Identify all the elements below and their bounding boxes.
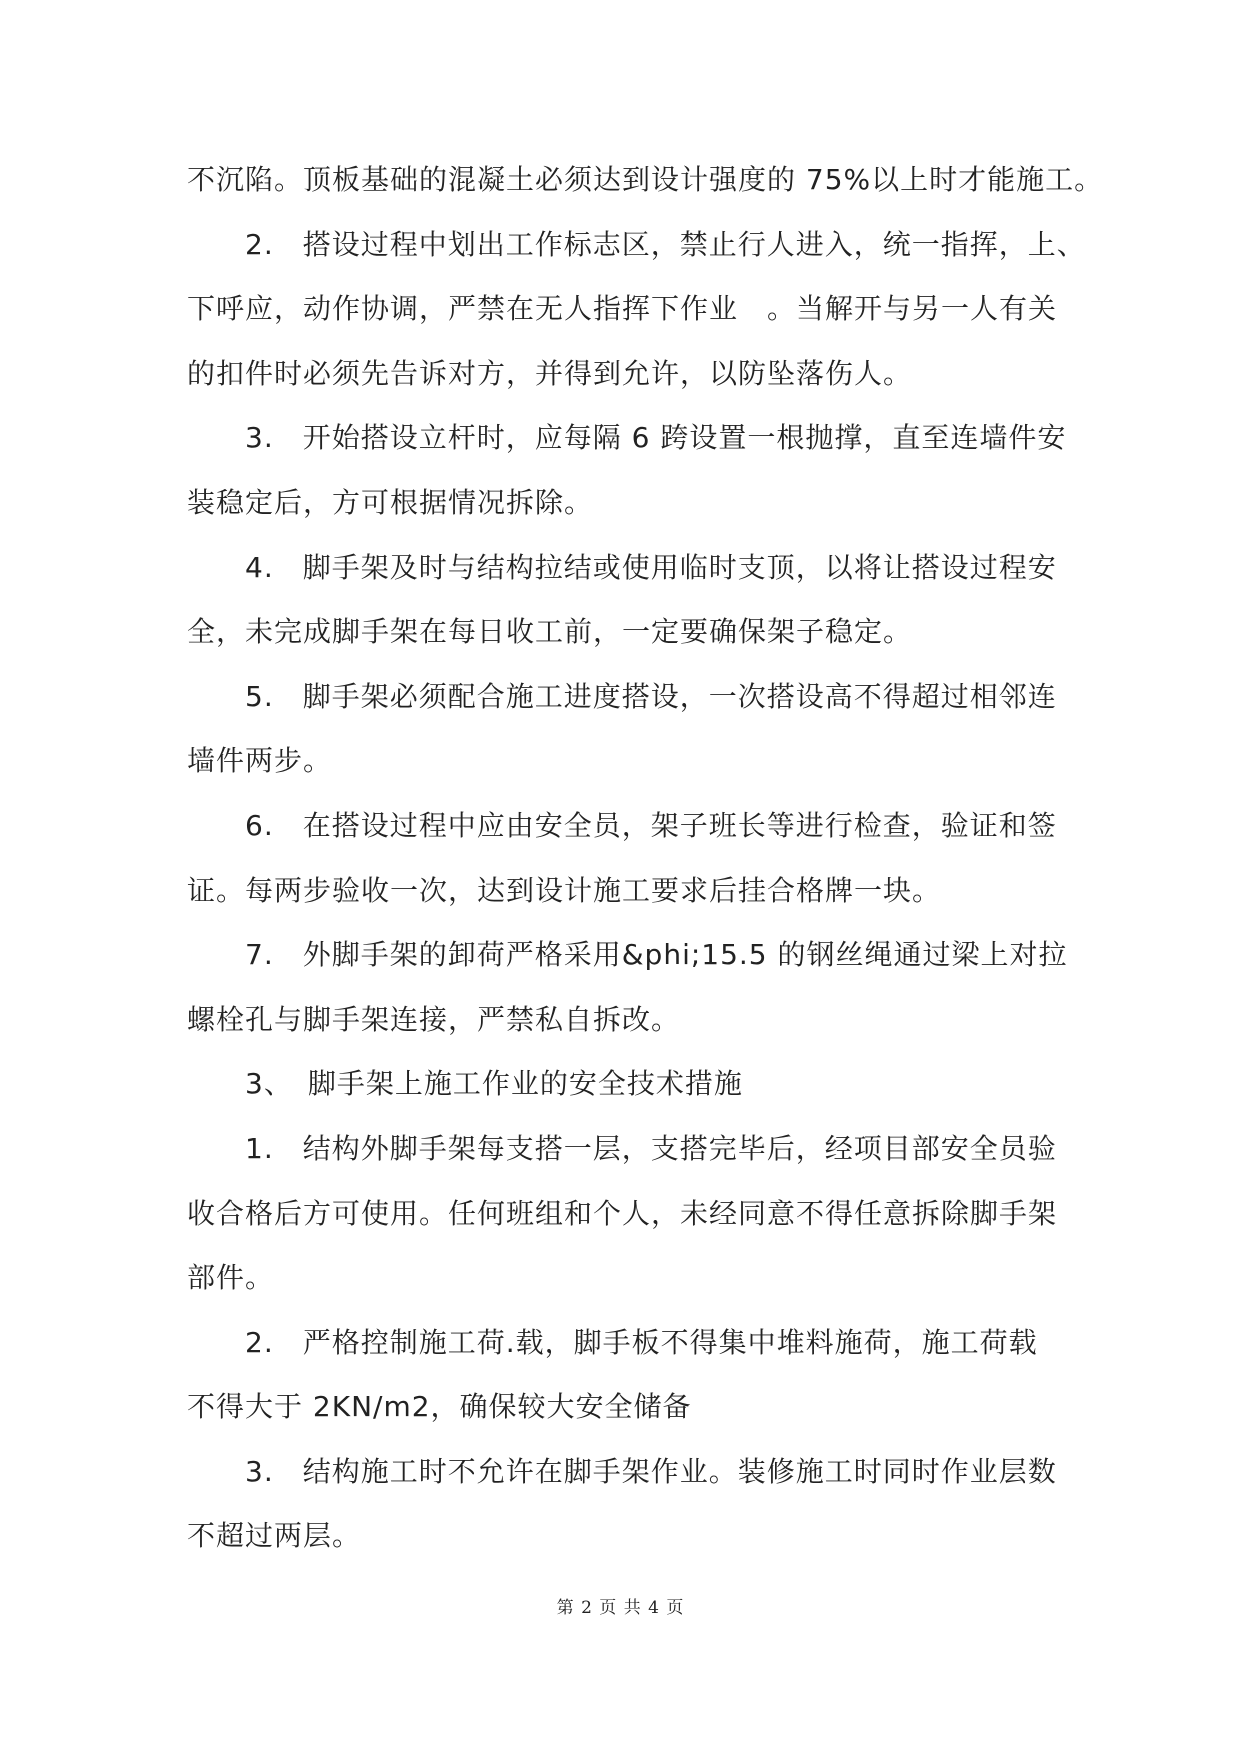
text-line: 不沉陷。顶板基础的混凝土必须达到设计强度的 75%以上时才能施工。 bbox=[187, 163, 1104, 196]
text-line: 装稳定后，方可根据情况拆除。 bbox=[187, 485, 594, 519]
text-line: 2. 搭设过程中划出工作标志区，禁止行人进入，统一指挥，上、 bbox=[187, 227, 1086, 261]
text-line: 1. 结构外脚手架每支搭一层，支搭完毕后，经项目部安全员验 bbox=[187, 1131, 1057, 1165]
text-line: 6. 在搭设过程中应由安全员，架子班长等进行检查，验证和签 bbox=[187, 808, 1057, 842]
text-line: 证。每两步验收一次，达到设计施工要求后挂合格牌一块。 bbox=[187, 873, 942, 907]
text-line: 墙件两步。 bbox=[187, 744, 333, 778]
text-line: 的扣件时必须先告诉对方，并得到允许，以防坠落伤人。 bbox=[187, 356, 913, 390]
section-heading: 3、 脚手架上施工作业的安全技术措施 bbox=[187, 1067, 743, 1101]
text-line: 7. 外脚手架的卸荷严格采用&phi;15.5 的钢丝绳通过梁上对拉 bbox=[187, 938, 1068, 972]
text-line: 部件。 bbox=[187, 1261, 275, 1295]
text-line: 不超过两层。 bbox=[187, 1519, 362, 1553]
text-line: 4. 脚手架及时与结构拉结或使用临时支顶，以将让搭设过程安 bbox=[187, 550, 1057, 584]
text-line: 全，未完成脚手架在每日收工前，一定要确保架子稳定。 bbox=[187, 615, 913, 649]
text-line: 螺栓孔与脚手架连接，严禁私自拆改。 bbox=[187, 1002, 681, 1036]
text-line: 5. 脚手架必须配合施工进度搭设，一次搭设高不得超过相邻连 bbox=[187, 679, 1057, 713]
text-line: 2. 严格控制施工荷.载，脚手板不得集中堆料施荷，施工荷载 bbox=[187, 1325, 1038, 1359]
text-line: 3. 结构施工时不允许在脚手架作业。装修施工时同时作业层数 bbox=[187, 1454, 1057, 1488]
text-line: 3. 开始搭设立杆时，应每隔 6 跨设置一根抛撑，直至连墙件安 bbox=[187, 421, 1067, 455]
document-body bbox=[187, 148, 1104, 1569]
text-line: 不得大于 2KN/m2，确保较大安全储备 bbox=[187, 1390, 692, 1424]
page-number-footer: 第 2 页 共 4 页 bbox=[556, 1598, 685, 1618]
text-line: 收合格后方可使用。任何班组和个人，未经同意不得任意拆除脚手架 bbox=[187, 1196, 1058, 1230]
text-line: 下呼应，动作协调，严禁在无人指挥下作业 。当解开与另一人有关 bbox=[187, 292, 1058, 326]
